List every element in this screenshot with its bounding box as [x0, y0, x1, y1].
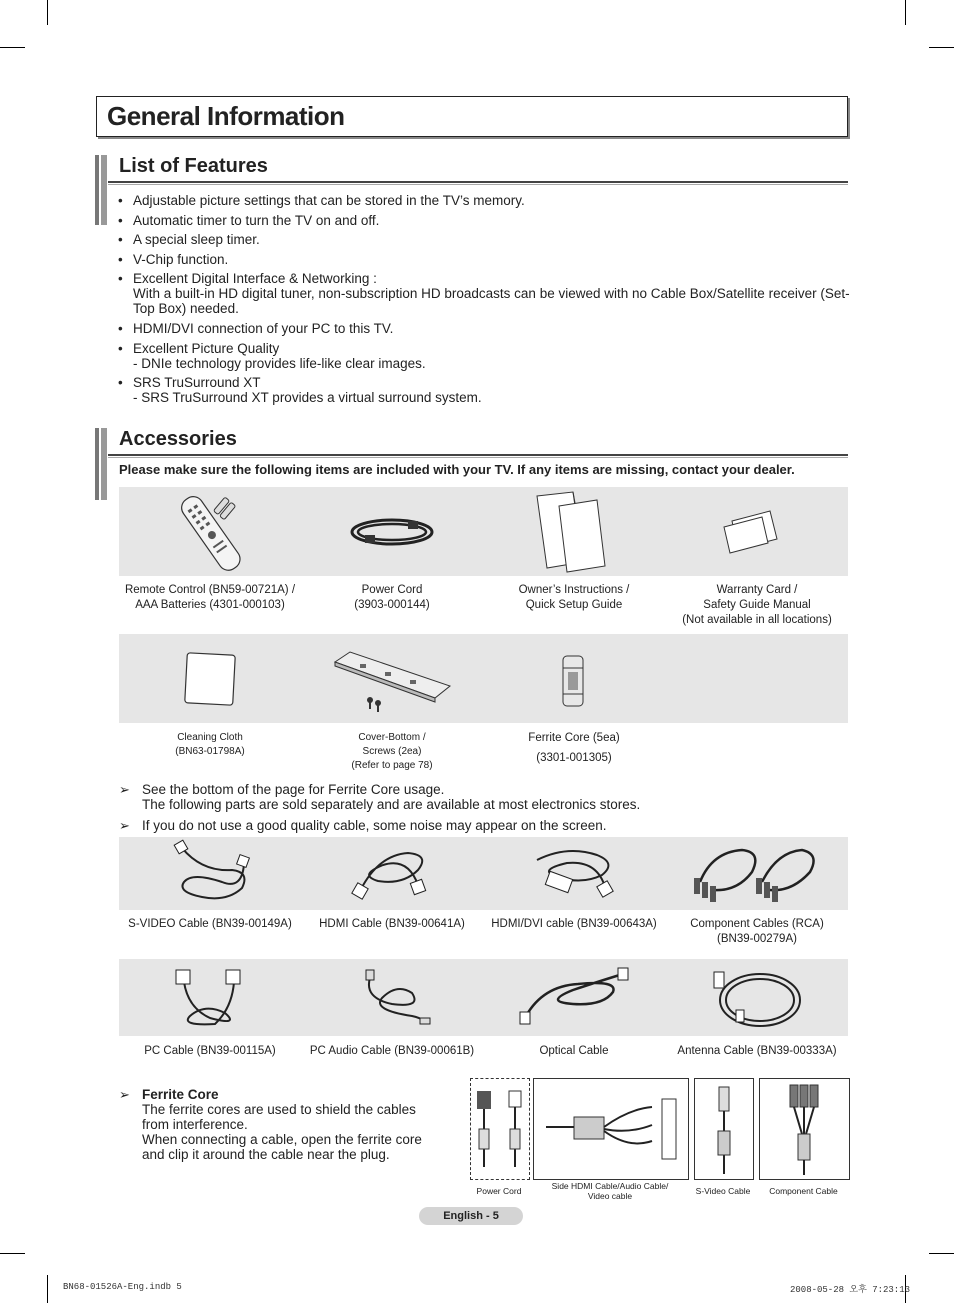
- footer-filename: BN68-01526A-Eng.indb 5: [63, 1282, 182, 1292]
- remote-control-icon: [170, 494, 260, 574]
- accessories-heading: Accessories: [119, 428, 237, 450]
- section-rule: [108, 184, 848, 185]
- features-list: [118, 193, 850, 410]
- ferrite-core-note: ➢ Ferrite Core The ferrite cores are used to shield the cables from interference. When connecting a cable, open the ferrite core and clip it around the cable near the plug.: [119, 1087, 422, 1162]
- caption: Cleaning Cloth (BN63-01798A): [175, 732, 245, 757]
- figure-caption: S-Video Cable: [695, 1186, 751, 1196]
- arrow-icon: ➢: [119, 818, 130, 833]
- caption: PC Cable (BN39-00115A): [144, 1045, 276, 1057]
- caption: Warranty Card / Safety Guide Manual (Not available in all locations): [682, 584, 832, 626]
- pc-audio-cable-icon: [352, 968, 432, 1028]
- optical-cable-icon: [518, 966, 628, 1028]
- caption: Antenna Cable (BN39-00333A): [677, 1045, 837, 1057]
- cleaning-cloth-icon: [183, 652, 238, 707]
- list-item: • Automatic timer to turn the TV on and off.: [118, 213, 850, 228]
- list-item: • A special sleep timer.: [118, 232, 850, 247]
- caption: Power Cord (3903-000144): [354, 584, 430, 611]
- antenna-cable-icon: [710, 966, 805, 1030]
- power-cord-ferrite-icon: [471, 1079, 529, 1179]
- list-item: • V-Chip function.: [118, 252, 850, 267]
- hdmi-cable-icon: [348, 845, 433, 900]
- crop-mark: [929, 1253, 954, 1254]
- crop-mark: [0, 1253, 25, 1254]
- features-heading: List of Features: [119, 155, 268, 177]
- note: ➢ If you do not use a good quality cable, some noise may appear on the screen.: [119, 818, 607, 833]
- hdmi-dvi-cable-icon: [527, 845, 617, 900]
- section-marker: [101, 155, 107, 225]
- crop-mark: [0, 47, 25, 48]
- ferrite-heading: Ferrite Core: [142, 1087, 219, 1102]
- caption: PC Audio Cable (BN39-00061B): [309, 1045, 475, 1057]
- section-rule: [108, 454, 848, 456]
- ferrite-core-icon: [560, 654, 586, 709]
- arrow-icon: ➢: [119, 1087, 130, 1102]
- footer-timestamp: 2008-05-28 오후 7:23:13: [790, 1285, 911, 1295]
- figure-component-cable: [759, 1078, 850, 1180]
- caption: Component Cables (RCA) (BN39-00279A): [690, 918, 824, 945]
- caption: Remote Control (BN59-00721A) / AAA Batteries (4301-000103): [124, 584, 296, 611]
- crop-mark: [47, 1275, 48, 1303]
- caption: HDMI/DVI cable (BN39-00643A): [491, 918, 657, 930]
- figure-caption: Component Cable: [769, 1186, 838, 1196]
- section-marker: [95, 428, 99, 500]
- caption: HDMI Cable (BN39-00641A): [319, 918, 465, 930]
- crop-mark: [929, 47, 954, 48]
- caption: Owner’s Instructions / Quick Setup Guide: [518, 584, 630, 611]
- figure-side-hdmi-cable: [533, 1078, 689, 1180]
- s-video-ferrite-icon: [695, 1079, 753, 1179]
- page-title: General Information: [107, 101, 345, 131]
- list-item: • Excellent Digital Interface & Networking : With a built-in HD digital tuner, non-subscription HD broadcasts can be viewed with no Cable Box/Satellite receiver (Set-Top Box) needed.: [118, 271, 850, 316]
- component-ferrite-icon: [760, 1079, 849, 1179]
- warranty-card-icon: [722, 503, 782, 553]
- note: ➢ See the bottom of the page for Ferrite Core usage. The following parts are sold separately and are available at most electronics stores.: [119, 782, 641, 812]
- power-cord-icon: [350, 515, 435, 550]
- list-item: • HDMI/DVI connection of your PC to this TV.: [118, 321, 850, 336]
- caption: Cover-Bottom / Screws (2ea) (Refer to page 78): [351, 732, 433, 771]
- cover-bottom-icon: [330, 650, 455, 712]
- section-marker: [95, 155, 99, 225]
- manual-booklet-icon: [535, 492, 610, 572]
- section-rule: [108, 181, 848, 183]
- figure-power-cord: [470, 1078, 530, 1180]
- section-marker: [101, 428, 107, 500]
- crop-mark: [905, 0, 906, 25]
- s-video-cable-icon: [172, 842, 250, 904]
- figure-caption: Side HDMI Cable/Audio Cable/ Video cable: [551, 1181, 669, 1201]
- caption: Ferrite Core (5ea) (3301-001305): [528, 732, 620, 764]
- page-title-box: [96, 96, 848, 137]
- page-number: English - 5: [419, 1207, 523, 1225]
- crop-mark: [47, 0, 48, 25]
- figure-s-video-cable: [694, 1078, 754, 1180]
- figure-caption: Power Cord: [476, 1186, 522, 1196]
- arrow-icon: ➢: [119, 782, 130, 797]
- list-item: • Adjustable picture settings that can be stored in the TV’s memory.: [118, 193, 850, 208]
- component-cables-icon: [692, 842, 822, 904]
- side-hdmi-ferrite-icon: [534, 1079, 688, 1179]
- accessories-notice: Please make sure the following items are included with your TV. If any items are missing, contact your dealer.: [119, 462, 795, 477]
- caption: Optical Cable: [539, 1045, 609, 1057]
- list-item: • SRS TruSurround XT - SRS TruSurround XT provides a virtual surround system.: [118, 375, 850, 405]
- section-rule: [108, 457, 848, 458]
- list-item: • Excellent Picture Quality - DNIe technology provides life-like clear images.: [118, 341, 850, 371]
- pc-cable-icon: [170, 968, 245, 1030]
- caption: S-VIDEO Cable (BN39-00149A): [128, 918, 292, 930]
